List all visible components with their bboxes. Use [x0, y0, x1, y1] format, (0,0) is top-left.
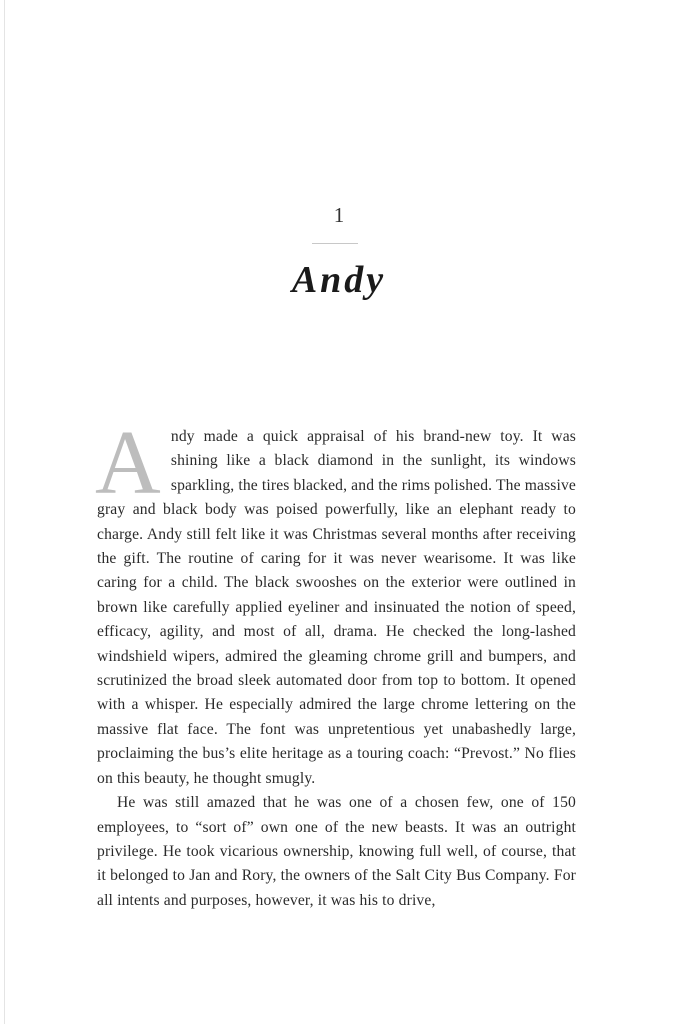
chapter-title: Andy — [291, 259, 387, 301]
page-edge-line — [4, 0, 5, 1024]
paragraph-2: He was still amazed that he was one of a chosen few, one of 150 employees, to “sort of” own one of the new beasts. It was an outright privilege. He took vicarious ownership, knowing full well, of course, that it belonged to Jan and Rory, the owners of the Salt City Bus Company. For all intents and purposes, however, it was his to drive, — [97, 794, 576, 909]
chapter-divider-rule — [312, 243, 358, 244]
chapter-number: 1 — [333, 203, 345, 227]
chapter-body — [95, 412, 577, 913]
drop-cap-letter: A — [95, 412, 161, 513]
paragraph-1-text: ndy made a quick appraisal of his brand-new toy. It was shining like a black diamond in the sunlight, its windows sparkling, the tires blacked, and the rims polished. The massive gray and black body was poised powerfully, like an elephant ready to charge. Andy still felt like it was Christmas several months after receiving the gift. The routine of caring for it was never wearisome. It was like caring for a child. The black swooshes on the exterior were outlined in brown like carefully applied eyeliner and insinuated the notion of speed, efficacy, agility, and most of all, drama. He checked the long-lashed windshield wipers, admired the gleaming chrome grill and bumpers, and scrutinized the broad sleek automated door from top to bottom. It opened with a whisper. He especially admired the large chrome lettering on the massive flat face. The font was unpretentious yet unabashedly large, proclaiming the bus’s elite heritage as a touring coach: “Prevost.” No flies on this beauty, he thought smugly. — [97, 428, 577, 787]
paragraph-1 — [95, 412, 577, 791]
